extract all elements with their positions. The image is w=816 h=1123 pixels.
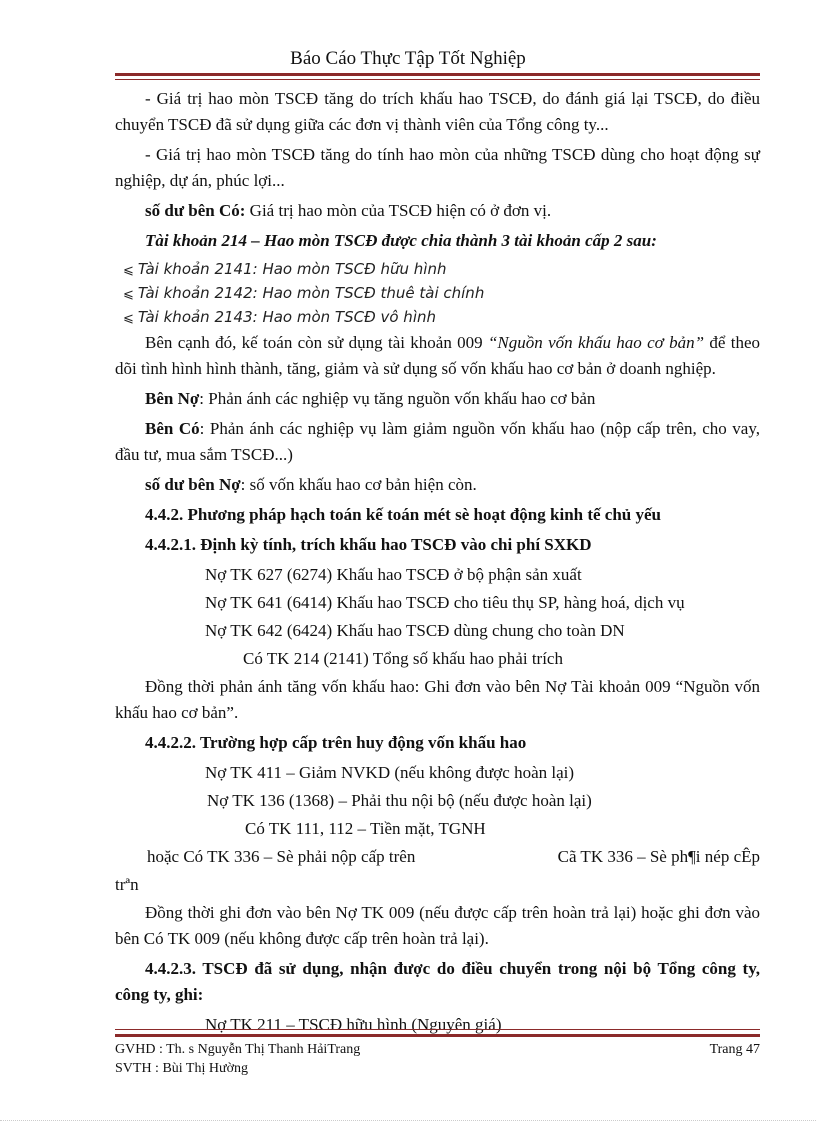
label-bold: số dư bên Có: <box>145 201 246 220</box>
paragraph: Đồng thời phản ánh tăng vốn khấu hao: Ghi đơn vào bên Nợ Tài khoản 009 “Nguồn vốn khấu hao cơ bản”. <box>115 677 760 722</box>
page-bottom-divider <box>0 1120 816 1121</box>
section-heading: 4.4.2.3. TSCĐ đã sử dụng, nhận được do điều chuyển trong nội bộ Tổng công ty, công ty, ghi: <box>115 959 760 1004</box>
page-number: Trang 47 <box>709 1042 760 1057</box>
paragraph <box>115 198 760 224</box>
journal-entry-left: hoặc Có TK 336 – Sè phải nộp cấp trên <box>147 847 416 866</box>
footer-gvhd: GVHD : Th. s Nguyễn Thị Thanh HảiTrang <box>115 1042 361 1057</box>
paragraph: Bên Có: Phản ánh các nghiệp vụ làm giảm nguồn vốn khấu hao (nộp cấp trên, cho vay, đầu tư, mua sắm TSCĐ...) <box>115 419 760 464</box>
journal-entry-split <box>115 844 760 870</box>
paragraph: Bên Nợ: Phản ánh các nghiệp vụ tăng nguồn vốn khấu hao cơ bản <box>145 389 596 408</box>
journal-entry: Nợ TK 411 – Giảm NVKD (nếu không được hoàn lại) <box>205 763 575 782</box>
triangle-bullet-icon: ⩽ <box>123 287 134 302</box>
page-footer <box>115 1040 760 1078</box>
page-header-title: Báo Cáo Thực Tập Tốt Nghiệp <box>290 48 526 69</box>
journal-entry: Có TK 214 (2141) Tổng số khấu hao phải trích <box>243 649 563 668</box>
section-heading: 4.4.2.1. Định kỳ tính, trích khấu hao TSCĐ vào chi phí SXKD <box>145 535 592 554</box>
journal-entry-tail: trªn <box>115 875 139 894</box>
footer-rule-thick <box>115 1034 760 1037</box>
document-body <box>115 86 760 1040</box>
section-heading: 4.4.2.2. Trường hợp cấp trên huy động vốn khấu hao <box>145 733 527 752</box>
list-item: ⩽ Tài khoản 2141: Hao mòn TSCĐ hữu hình <box>123 260 447 278</box>
journal-entry: Nợ TK 211 – TSCĐ hữu hình (Nguyên giá) <box>205 1015 502 1034</box>
paragraph-text: Giá trị hao mòn của TSCĐ hiện có ở đơn vị. <box>245 201 552 220</box>
paragraph: - Giá trị hao mòn TSCĐ tăng do tính hao mòn của những TSCĐ dùng cho hoạt động sự nghiệp, dự án, phúc lợi... <box>115 145 760 190</box>
account-list <box>115 258 760 330</box>
list-item: ⩽ Tài khoản 2142: Hao mòn TSCĐ thuê tài chính <box>123 284 485 302</box>
paragraph: số dư bên Nợ: số vốn khấu hao cơ bản hiện còn. <box>145 475 477 494</box>
journal-entry: Có TK 111, 112 – Tiền mặt, TGNH <box>245 819 486 838</box>
journal-entry: Nợ TK 627 (6274) Khấu hao TSCĐ ở bộ phận sản xuất <box>205 565 582 584</box>
subheading-italic: Tài khoản 214 – Hao mòn TSCĐ được chia thành 3 tài khoản cấp 2 sau: <box>145 231 657 250</box>
section-heading: 4.4.2. Phương pháp hạch toán kế toán mét sè hoạt động kinh tế chủ yếu <box>145 505 662 524</box>
triangle-bullet-icon: ⩽ <box>123 311 134 326</box>
journal-entry: Nợ TK 641 (6414) Khấu hao TSCĐ cho tiêu thụ SP, hàng hoá, dịch vụ <box>205 593 685 612</box>
header-rule-thin <box>115 79 760 80</box>
paragraph: - Giá trị hao mòn TSCĐ tăng do trích khấu hao TSCĐ, do đánh giá lại TSCĐ, do điều chuyển TSCĐ đã sử dụng giữa các đơn vị thành viên của Tổng công ty... <box>115 89 760 134</box>
journal-entry-right: Cã TK 336 – Sè ph¶i nép cÊp <box>557 847 760 866</box>
footer-rule-thin <box>115 1029 760 1030</box>
header-rule-thick <box>115 73 760 76</box>
list-item: ⩽ Tài khoản 2143: Hao mòn TSCĐ vô hình <box>123 308 436 326</box>
triangle-bullet-icon: ⩽ <box>123 263 134 278</box>
paragraph: Bên cạnh đó, kế toán còn sử dụng tài khoản 009 “Nguồn vốn khấu hao cơ bản” để theo dõi tình hình hình thành, tăng, giảm và sử dụng số vốn khấu hao cơ bản ở doanh nghiệp. <box>115 333 760 378</box>
journal-entry: Nợ TK 642 (6424) Khấu hao TSCĐ dùng chung cho toàn DN <box>205 621 625 640</box>
paragraph: Đồng thời ghi đơn vào bên Nợ TK 009 (nếu được cấp trên hoàn trả lại) hoặc ghi đơn vào bên Có TK 009 (nếu không được cấp trên hoàn trả lại). <box>115 903 760 948</box>
footer-svth: SVTH : Bùi Thị Hường <box>115 1061 248 1076</box>
journal-entry: Nợ TK 136 (1368) – Phải thu nội bộ (nếu được hoàn lại) <box>207 791 592 810</box>
